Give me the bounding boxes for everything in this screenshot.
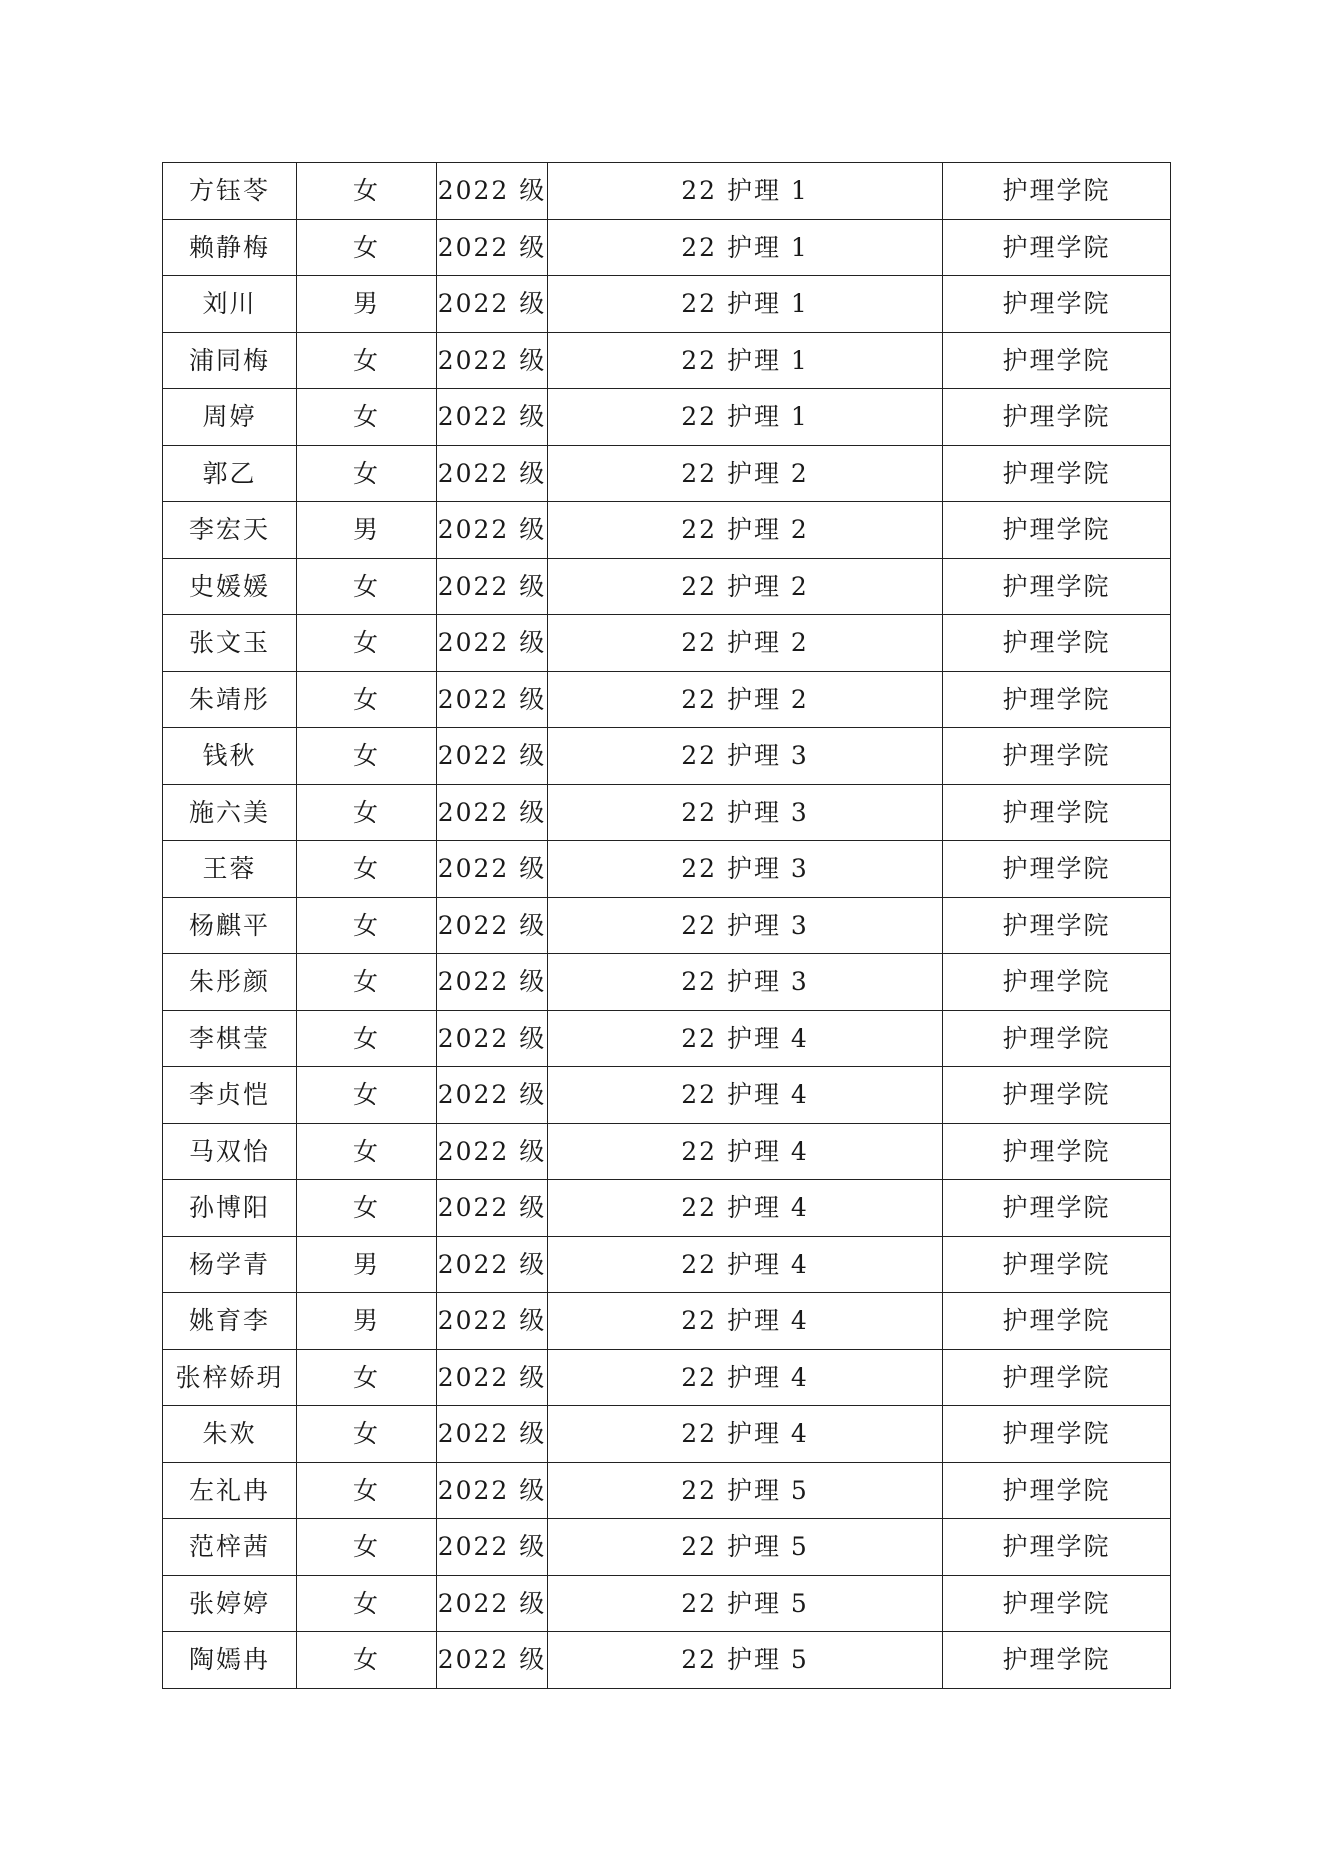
class-cell: 22 护理 5 — [548, 1462, 943, 1519]
student-name-cell: 孙博阳 — [163, 1180, 297, 1237]
grade-cell: 2022 级 — [437, 332, 548, 389]
grade-cell: 2022 级 — [437, 445, 548, 502]
gender-cell: 女 — [297, 1462, 437, 1519]
class-cell: 22 护理 3 — [548, 841, 943, 898]
college-cell: 护理学院 — [943, 1462, 1171, 1519]
gender-cell: 女 — [297, 1067, 437, 1124]
class-cell: 22 护理 1 — [548, 163, 943, 220]
college-cell: 护理学院 — [943, 615, 1171, 672]
student-name-cell: 朱欢 — [163, 1406, 297, 1463]
college-cell: 护理学院 — [943, 728, 1171, 785]
college-cell: 护理学院 — [943, 1349, 1171, 1406]
college-cell: 护理学院 — [943, 897, 1171, 954]
gender-cell: 女 — [297, 219, 437, 276]
table-row — [163, 1067, 1171, 1124]
table-row — [163, 954, 1171, 1011]
class-cell: 22 护理 3 — [548, 728, 943, 785]
grade-cell: 2022 级 — [437, 163, 548, 220]
class-cell: 22 护理 1 — [548, 219, 943, 276]
college-cell: 护理学院 — [943, 1293, 1171, 1350]
student-name-cell: 浦同梅 — [163, 332, 297, 389]
gender-cell: 女 — [297, 1123, 437, 1180]
class-cell: 22 护理 1 — [548, 332, 943, 389]
gender-cell: 女 — [297, 954, 437, 1011]
grade-cell: 2022 级 — [437, 276, 548, 333]
grade-cell: 2022 级 — [437, 954, 548, 1011]
student-name-cell: 王蓉 — [163, 841, 297, 898]
gender-cell: 男 — [297, 502, 437, 559]
class-cell: 22 护理 1 — [548, 276, 943, 333]
table-row — [163, 897, 1171, 954]
class-cell: 22 护理 4 — [548, 1067, 943, 1124]
gender-cell: 女 — [297, 728, 437, 785]
student-name-cell: 史媛媛 — [163, 558, 297, 615]
table-row — [163, 1123, 1171, 1180]
grade-cell: 2022 级 — [437, 897, 548, 954]
class-cell: 22 护理 4 — [548, 1236, 943, 1293]
table-row — [163, 784, 1171, 841]
student-name-cell: 周婷 — [163, 389, 297, 446]
student-name-cell: 赖静梅 — [163, 219, 297, 276]
student-name-cell: 马双怡 — [163, 1123, 297, 1180]
table-row — [163, 1180, 1171, 1237]
college-cell: 护理学院 — [943, 1123, 1171, 1180]
table-row — [163, 728, 1171, 785]
table-row — [163, 163, 1171, 220]
table-row — [163, 1575, 1171, 1632]
gender-cell: 女 — [297, 671, 437, 728]
college-cell: 护理学院 — [943, 671, 1171, 728]
table-row — [163, 671, 1171, 728]
class-cell: 22 护理 4 — [548, 1349, 943, 1406]
grade-cell: 2022 级 — [437, 841, 548, 898]
table-row — [163, 502, 1171, 559]
table-row — [163, 1519, 1171, 1576]
grade-cell: 2022 级 — [437, 1067, 548, 1124]
student-name-cell: 李贞恺 — [163, 1067, 297, 1124]
student-name-cell: 施六美 — [163, 784, 297, 841]
college-cell: 护理学院 — [943, 445, 1171, 502]
table-row — [163, 1349, 1171, 1406]
gender-cell: 女 — [297, 784, 437, 841]
class-cell: 22 护理 1 — [548, 389, 943, 446]
class-cell: 22 护理 5 — [548, 1519, 943, 1576]
grade-cell: 2022 级 — [437, 1236, 548, 1293]
student-name-cell: 方钰苓 — [163, 163, 297, 220]
grade-cell: 2022 级 — [437, 1462, 548, 1519]
student-name-cell: 张梓娇玥 — [163, 1349, 297, 1406]
student-name-cell: 郭乙 — [163, 445, 297, 502]
gender-cell: 女 — [297, 1575, 437, 1632]
class-cell: 22 护理 2 — [548, 558, 943, 615]
gender-cell: 男 — [297, 1293, 437, 1350]
gender-cell: 女 — [297, 445, 437, 502]
grade-cell: 2022 级 — [437, 1406, 548, 1463]
student-name-cell: 杨学青 — [163, 1236, 297, 1293]
grade-cell: 2022 级 — [437, 502, 548, 559]
gender-cell: 女 — [297, 1349, 437, 1406]
student-name-cell: 姚育李 — [163, 1293, 297, 1350]
class-cell: 22 护理 2 — [548, 671, 943, 728]
college-cell: 护理学院 — [943, 1575, 1171, 1632]
college-cell: 护理学院 — [943, 276, 1171, 333]
table-row — [163, 276, 1171, 333]
grade-cell: 2022 级 — [437, 558, 548, 615]
grade-cell: 2022 级 — [437, 1123, 548, 1180]
gender-cell: 女 — [297, 163, 437, 220]
table-row — [163, 1462, 1171, 1519]
student-name-cell: 张婷婷 — [163, 1575, 297, 1632]
student-roster-table — [162, 162, 1171, 1689]
college-cell: 护理学院 — [943, 332, 1171, 389]
class-cell: 22 护理 2 — [548, 615, 943, 672]
grade-cell: 2022 级 — [437, 1519, 548, 1576]
student-name-cell: 陶嫣冉 — [163, 1632, 297, 1689]
class-cell: 22 护理 4 — [548, 1406, 943, 1463]
table-row — [163, 332, 1171, 389]
college-cell: 护理学院 — [943, 163, 1171, 220]
table-row — [163, 841, 1171, 898]
student-name-cell: 钱秋 — [163, 728, 297, 785]
student-name-cell: 杨麒平 — [163, 897, 297, 954]
class-cell: 22 护理 3 — [548, 784, 943, 841]
class-cell: 22 护理 2 — [548, 502, 943, 559]
college-cell: 护理学院 — [943, 1519, 1171, 1576]
college-cell: 护理学院 — [943, 841, 1171, 898]
gender-cell: 女 — [297, 1406, 437, 1463]
gender-cell: 女 — [297, 1519, 437, 1576]
grade-cell: 2022 级 — [437, 1010, 548, 1067]
student-name-cell: 李棋莹 — [163, 1010, 297, 1067]
student-name-cell: 李宏天 — [163, 502, 297, 559]
college-cell: 护理学院 — [943, 558, 1171, 615]
gender-cell: 女 — [297, 615, 437, 672]
grade-cell: 2022 级 — [437, 784, 548, 841]
table-row — [163, 445, 1171, 502]
grade-cell: 2022 级 — [437, 219, 548, 276]
table-row — [163, 219, 1171, 276]
gender-cell: 男 — [297, 1236, 437, 1293]
grade-cell: 2022 级 — [437, 1349, 548, 1406]
gender-cell: 女 — [297, 389, 437, 446]
college-cell: 护理学院 — [943, 1067, 1171, 1124]
grade-cell: 2022 级 — [437, 1632, 548, 1689]
class-cell: 22 护理 4 — [548, 1293, 943, 1350]
class-cell: 22 护理 3 — [548, 954, 943, 1011]
grade-cell: 2022 级 — [437, 671, 548, 728]
class-cell: 22 护理 4 — [548, 1010, 943, 1067]
student-name-cell: 范梓茜 — [163, 1519, 297, 1576]
student-name-cell: 朱靖彤 — [163, 671, 297, 728]
class-cell: 22 护理 4 — [548, 1180, 943, 1237]
class-cell: 22 护理 4 — [548, 1123, 943, 1180]
table-row — [163, 1010, 1171, 1067]
grade-cell: 2022 级 — [437, 615, 548, 672]
grade-cell: 2022 级 — [437, 389, 548, 446]
table-row — [163, 1236, 1171, 1293]
gender-cell: 男 — [297, 276, 437, 333]
grade-cell: 2022 级 — [437, 1293, 548, 1350]
college-cell: 护理学院 — [943, 502, 1171, 559]
gender-cell: 女 — [297, 841, 437, 898]
class-cell: 22 护理 5 — [548, 1632, 943, 1689]
college-cell: 护理学院 — [943, 954, 1171, 1011]
gender-cell: 女 — [297, 897, 437, 954]
college-cell: 护理学院 — [943, 389, 1171, 446]
table-row — [163, 1632, 1171, 1689]
class-cell: 22 护理 2 — [548, 445, 943, 502]
gender-cell: 女 — [297, 1632, 437, 1689]
table-row — [163, 389, 1171, 446]
table-row — [163, 615, 1171, 672]
table-row — [163, 1406, 1171, 1463]
roster-body — [163, 163, 1171, 1689]
college-cell: 护理学院 — [943, 219, 1171, 276]
college-cell: 护理学院 — [943, 1632, 1171, 1689]
table-row — [163, 558, 1171, 615]
student-name-cell: 张文玉 — [163, 615, 297, 672]
gender-cell: 女 — [297, 1180, 437, 1237]
college-cell: 护理学院 — [943, 1236, 1171, 1293]
gender-cell: 女 — [297, 558, 437, 615]
gender-cell: 女 — [297, 1010, 437, 1067]
college-cell: 护理学院 — [943, 1010, 1171, 1067]
student-name-cell: 刘川 — [163, 276, 297, 333]
student-name-cell: 左礼冉 — [163, 1462, 297, 1519]
student-name-cell: 朱彤颜 — [163, 954, 297, 1011]
grade-cell: 2022 级 — [437, 1575, 548, 1632]
table-row — [163, 1293, 1171, 1350]
grade-cell: 2022 级 — [437, 1180, 548, 1237]
college-cell: 护理学院 — [943, 784, 1171, 841]
gender-cell: 女 — [297, 332, 437, 389]
grade-cell: 2022 级 — [437, 728, 548, 785]
class-cell: 22 护理 5 — [548, 1575, 943, 1632]
college-cell: 护理学院 — [943, 1180, 1171, 1237]
college-cell: 护理学院 — [943, 1406, 1171, 1463]
class-cell: 22 护理 3 — [548, 897, 943, 954]
